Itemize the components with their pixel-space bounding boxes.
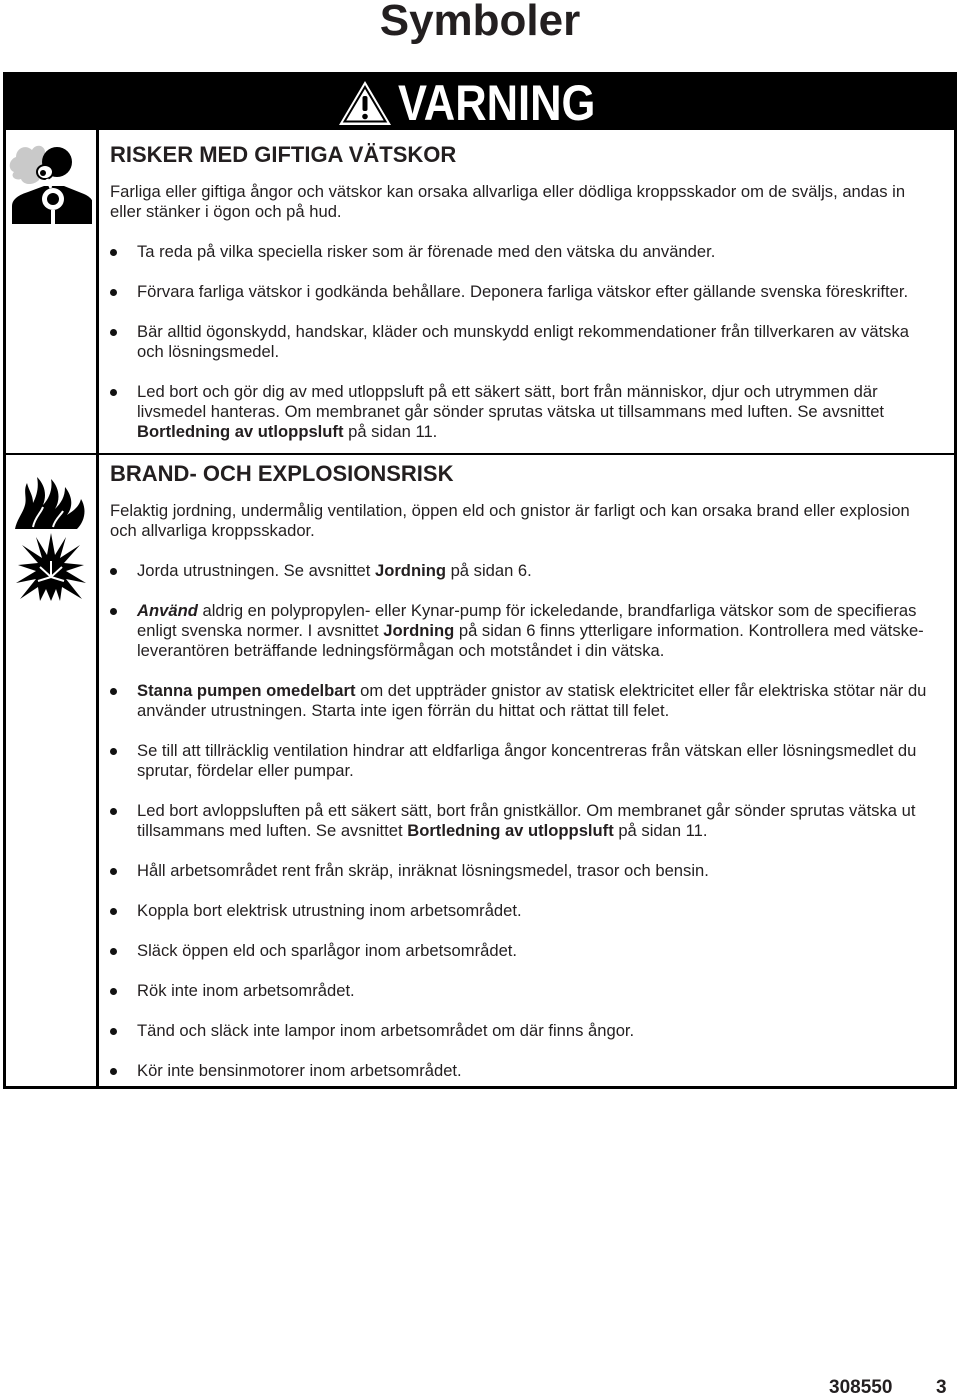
- bullet-text: Jorda utrustningen. Se avsnittet: [137, 561, 375, 580]
- bullet-dot: [110, 249, 117, 256]
- bullet-text: Håll arbetsområdet rent från skräp, inräknat lösningsmedel, trasor och bensin.: [137, 861, 709, 880]
- page-title: Symboler: [379, 0, 581, 45]
- exclamation-dot: [362, 114, 368, 120]
- list-item: [110, 681, 938, 721]
- bullet-text: Se till att tillräcklig ventilation hindrar att eldfarliga ångor koncentreras från vätskan eller lösningsmedlet du sprutar, fördelar eller pumpar.: [137, 741, 917, 780]
- bullet-dot: [110, 568, 117, 575]
- bullet-text: Rök inte inom arbetsområdet.: [137, 981, 355, 1000]
- emphasis-text: Stanna pumpen omedelbart: [137, 681, 356, 700]
- bullet-text: på sidan 11.: [613, 821, 708, 840]
- hazard-table: [3, 127, 957, 1089]
- bullet-text: Led bort och gör dig av med utloppsluft på ett säkert sätt, bort från människor, djur och utrymmen där livsmedel hanteras. Om membranet går sönder sprutas vätska ut tillsammans med luften. Se avsnittet: [137, 382, 885, 421]
- list-item: [110, 981, 938, 1001]
- bullet-text: Led bort avloppsluften på ett säkert sätt, bort från gnistkällor. Om membranet går sönder sprutas vätska ut tillsammans med luften. Se avsnittet: [137, 801, 916, 840]
- bullet-dot: [110, 389, 117, 396]
- bullet-dot: [110, 688, 117, 695]
- bullet-dot: [110, 748, 117, 755]
- toxic-fluid-icon: [8, 140, 92, 224]
- bullet-text: på sidan 11.: [343, 422, 438, 441]
- list-item: [110, 561, 938, 581]
- hazard-text-cell: [99, 455, 954, 1081]
- bullet-text: aldrig en polypropylen- eller Kynar-pump för ickeledande, brandfarliga vätskor som de specifieras enligt svenska normer. I avsnittet: [137, 601, 917, 640]
- bullet-dot: [110, 1068, 117, 1075]
- bullet-list: [110, 242, 938, 442]
- bullet-text: på sidan 6 finns ytterligare information. Kontrollera med vätske-leverantören beträffande ledningsförmågan och motståndet i din vätska.: [137, 621, 924, 660]
- bullet-text: på sidan 6.: [445, 561, 532, 580]
- section-heading: RISKER MED GIFTIGA VÄTSKOR: [110, 142, 457, 167]
- bullet-text: Bär alltid ögonskydd, handskar, kläder och munskydd enligt rekommendationer från tillverkaren av vätska och lösningsmedel.: [137, 322, 910, 361]
- list-item: [110, 861, 938, 881]
- list-item: [110, 322, 938, 362]
- section-intro: Farliga eller giftiga ångor och vätskor kan orsaka allvarliga eller dödliga kroppsskador om de sväljs, andas in eller stänker i ögon och på hud.: [110, 182, 906, 221]
- document-number: 308550: [829, 1377, 893, 1397]
- bullet-dot: [110, 948, 117, 955]
- hazard-row-fire-explosion: [6, 455, 954, 1086]
- bullet-text: Ta reda på vilka speciella risker som är förenade med den vätska du använder.: [137, 242, 716, 261]
- explosion-icon: [16, 531, 86, 603]
- list-item: [110, 1061, 938, 1081]
- list-item: [110, 242, 938, 262]
- hazard-text-cell: [99, 130, 954, 442]
- bullet-text: Förvara farliga vätskor i godkända behållare. Deponera farliga vätskor efter gällande svenska föreskrifter.: [137, 282, 909, 301]
- list-item: [110, 741, 938, 781]
- section-intro: Felaktig jordning, undermålig ventilation, öppen eld och gnistor är farligt och kan orsaka brand eller explosion och allvarliga kroppsskador.: [110, 501, 910, 540]
- banner-label: VARNING: [398, 75, 596, 131]
- bullet-list: [110, 561, 938, 1081]
- list-item: [110, 801, 938, 841]
- bullet-dot: [110, 608, 117, 615]
- bullet-dot: [110, 289, 117, 296]
- bullet-dot: [110, 1028, 117, 1035]
- hazard-icon-cell: [6, 455, 96, 1086]
- warning-banner: [3, 72, 957, 130]
- cross-reference: Jordning: [383, 621, 455, 640]
- cross-reference: Jordning: [374, 561, 446, 580]
- warning-triangle-icon: [338, 80, 392, 126]
- mask-filter: [40, 170, 46, 176]
- list-item: [110, 941, 938, 961]
- hazard-row-toxic: [6, 130, 954, 453]
- bullet-text: Kör inte bensinmotorer inom arbetsområdet.: [137, 1061, 462, 1080]
- canister-core: [47, 193, 59, 205]
- body-split: [51, 210, 55, 224]
- bullet-text: Tänd och släck inte lampor inom arbetsområdet om där finns ångor.: [137, 1021, 635, 1040]
- list-item: [110, 901, 938, 921]
- fire-icon: [13, 467, 89, 529]
- bullet-dot: [110, 329, 117, 336]
- list-item: [110, 1021, 938, 1041]
- bullet-dot: [110, 908, 117, 915]
- bullet-dot: [110, 868, 117, 875]
- emphasis-text: Använd: [137, 601, 198, 620]
- flames: [15, 477, 84, 529]
- bullet-text: om det uppträder gnistor av statisk elektricitet eller får elektriska stötar när du använder utrustningen. Starta inte igen förrän du hittat och rättat till felet.: [137, 681, 927, 720]
- hazard-icon-cell: [6, 130, 96, 453]
- list-item: [110, 382, 938, 442]
- list-item: [110, 601, 938, 661]
- page-number: 3: [936, 1377, 947, 1397]
- cross-reference: Bortledning av utloppsluft: [407, 821, 614, 840]
- bullet-text: Släck öppen eld och sparlågor inom arbetsområdet.: [137, 941, 518, 960]
- bullet-text: Koppla bort elektrisk utrustning inom arbetsområdet.: [137, 901, 522, 920]
- bullet-dot: [110, 808, 117, 815]
- cross-reference: Bortledning av utloppsluft: [137, 422, 344, 441]
- bullet-dot: [110, 988, 117, 995]
- list-item: [110, 282, 938, 302]
- exclamation-bar: [363, 96, 368, 111]
- section-heading: BRAND- OCH EXPLOSIONSRISK: [110, 461, 454, 486]
